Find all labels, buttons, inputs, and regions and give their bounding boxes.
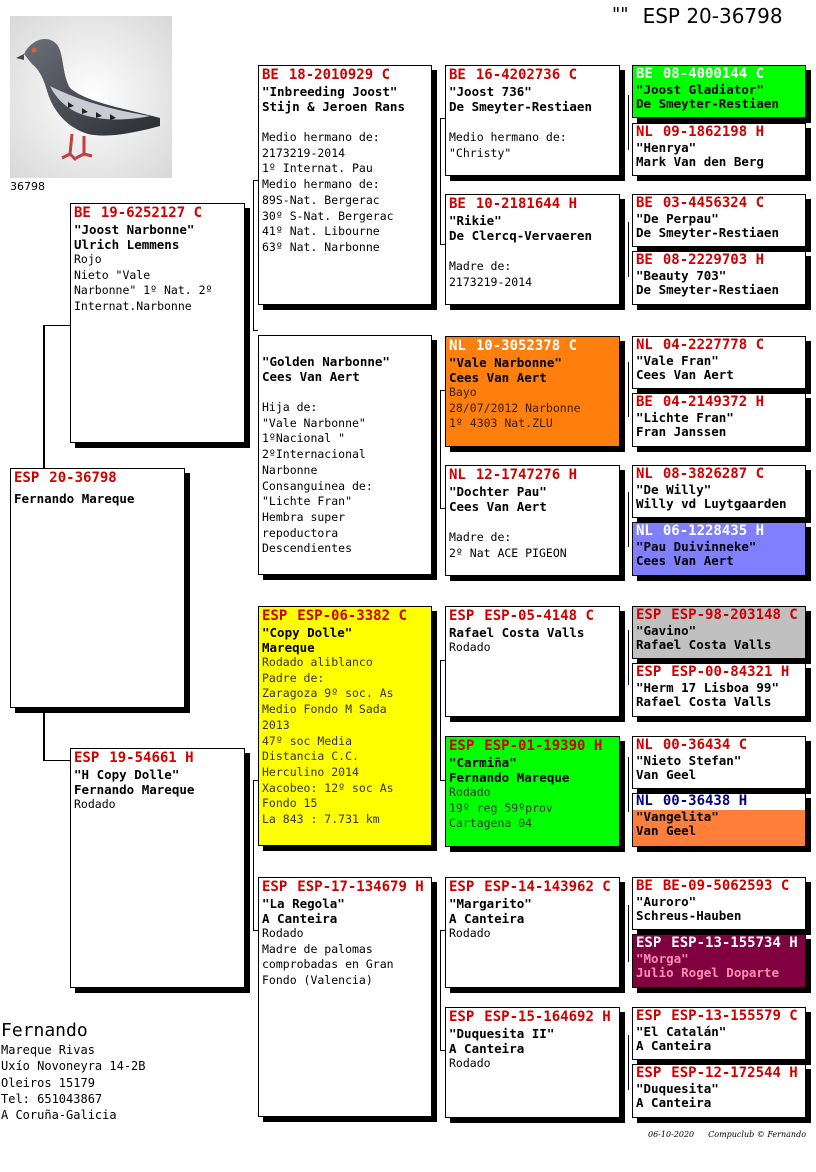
breeder-name: Mareque <box>262 640 315 655</box>
ring-number: BE-09-5062593 C <box>662 878 790 894</box>
breeder-name: De Smeyter-Restiaen <box>636 225 779 240</box>
breeder-name: A Canteira <box>449 911 525 926</box>
breeder-name: De Smeyter-Restiaen <box>636 282 779 297</box>
pigeon-name: "De Willy" <box>636 482 712 497</box>
ring-number: ESP-12-172544 H <box>671 1065 798 1081</box>
pigeon-name: "Duquesita II" <box>449 1026 555 1041</box>
pigeon-name: "Gavino" <box>636 623 697 638</box>
ring-number: ESP-98-203148 C <box>671 607 798 623</box>
country-code: NL <box>449 467 466 483</box>
ring-number: 09-1862198 H <box>662 124 765 140</box>
ring-number: 04-2149372 H <box>662 394 765 410</box>
owner-street: Uxío Novoneyra 14-2B <box>1 1059 146 1074</box>
breeder-name: Fernando Mareque <box>74 782 195 797</box>
country-code: BE <box>636 878 653 894</box>
pigeon-name: "Joost Narbonne" <box>74 222 195 237</box>
ring-number: 18-2010929 C <box>288 67 391 83</box>
pigeon-name: "Pau Duivinneke" <box>636 539 757 554</box>
pigeon-notes: Rodado <box>74 797 116 811</box>
pigeon-name: "Copy Dolle" <box>262 625 353 640</box>
grandparent-card-4[interactable] <box>258 877 432 1117</box>
breeder-name: Schreus-Hauben <box>636 908 742 923</box>
ancestor-card-11[interactable] <box>632 736 806 789</box>
great-grandparent-card-1[interactable] <box>445 65 620 176</box>
ring-number: ESP-13-155734 H <box>671 935 798 951</box>
ancestor-card-4[interactable] <box>632 251 806 305</box>
great-grandparent-card-2[interactable] <box>445 194 620 305</box>
pigeon-name: "Vale Fran" <box>636 353 719 368</box>
breeder-name: De Smeyter-Restiaen <box>636 96 779 111</box>
country-code: BE <box>636 195 653 211</box>
pigeon-name: "Nieto Stefan" <box>636 753 742 768</box>
ring-number: 19-54661 H <box>109 750 194 766</box>
breeder-name: Rafael Costa Valls <box>636 694 772 709</box>
ring-number: 06-1228435 H <box>662 523 765 539</box>
ring-number: 19-6252127 C <box>100 205 203 221</box>
country-code: ESP <box>262 879 288 895</box>
pigeon-notes: Medio hermano de: "Christy" <box>449 130 567 160</box>
pigeon-photo-image <box>10 16 172 178</box>
pigeon-name: "Henrya" <box>636 140 697 155</box>
ring-number: ESP-06-3382 C <box>297 608 407 624</box>
owner-phone: Tel: 651043867 <box>1 1091 103 1106</box>
breeder-name: Mark Van den Berg <box>636 154 764 169</box>
pigeon-notes: Rodado aliblanco Padre de: Zaragoza 9º soc. As Medio Fondo M Sada 2013 47º soc Media Distancia C.C. Herculino 2014 Xacobeo: 12º soc As Fondo 15 La 843 : 7.731 km <box>262 655 394 827</box>
country-code: ESP <box>636 664 662 680</box>
ring-number: 03-4456324 C <box>662 195 765 211</box>
ancestor-card-8[interactable] <box>632 522 806 576</box>
pigeon-name: "Margarito" <box>449 896 532 911</box>
ring-number: ESP-13-155579 C <box>671 1008 798 1024</box>
pigeon-name: "Lichte Fran" <box>636 410 734 425</box>
country-code: ESP <box>636 607 662 623</box>
great-grandparent-card-5[interactable] <box>445 606 620 717</box>
pigeon-notes: Medio hermano de: 2173219-2014 1º Internat. Pau Medio hermano de: 89S-Nat. Bergerac 30º S-Nat. Bergerac 41º Nat. Libourne 63º Nat. Narbonne <box>262 130 394 254</box>
pigeon-name: "Carmiña" <box>449 755 517 770</box>
ancestor-card-2[interactable] <box>632 123 806 176</box>
great-grandparent-card-8[interactable] <box>445 1007 620 1118</box>
breeder-name: Cees Van Aert <box>636 553 734 568</box>
pigeon-name: "Auroro" <box>636 894 697 909</box>
pigeon-name: "Morga" <box>636 951 689 966</box>
ancestor-card-10[interactable] <box>632 663 806 717</box>
country-code: ESP <box>636 935 662 951</box>
grandparent-card-2[interactable] <box>258 335 432 575</box>
ring-number: 12-1747276 H <box>475 467 578 483</box>
country-code: ESP <box>449 738 475 754</box>
ancestor-card-13[interactable] <box>632 877 806 930</box>
pigeon-name: "De Perpau" <box>636 211 719 226</box>
pigeon-notes: Rodado Madre de palomas comprobadas en Gran Fondo (Valencia) <box>262 926 394 988</box>
pigeon-name: "Dochter Pau" <box>449 484 547 499</box>
pigeon-name: "Rikie" <box>449 213 502 228</box>
breeder-name: A Canteira <box>449 1041 525 1056</box>
print-date: 06-10-2020 <box>648 1130 695 1139</box>
pigeon-notes: Rodado <box>449 926 491 940</box>
breeder-name: De Clercq-Vervaeren <box>449 228 592 243</box>
ancestor-card-14[interactable] <box>632 934 806 988</box>
ring-number: ESP-15-164692 H <box>484 1009 611 1025</box>
pigeon-name: "El Catalán" <box>636 1024 727 1039</box>
country-code: BE <box>262 67 279 83</box>
breeder-name: Van Geel <box>636 823 697 838</box>
pigeon-name: "La Regola" <box>262 896 345 911</box>
country-code: BE <box>636 66 653 82</box>
country-code: BE <box>449 67 466 83</box>
ring-number: 00-36434 C <box>662 737 748 753</box>
pigeon-name: "Vangelita" <box>636 809 719 824</box>
breeder-name: Stijn & Jeroen Rans <box>262 99 405 114</box>
breeder-name: A Canteira <box>636 1095 712 1110</box>
ancestor-card-12[interactable] <box>632 793 806 847</box>
country-code: BE <box>74 205 91 221</box>
photo-ring-label: 36798 <box>10 180 45 193</box>
country-code: NL <box>636 793 653 809</box>
breeder-name: Rafael Costa Valls <box>449 625 585 640</box>
country-code: ESP <box>636 1008 662 1024</box>
breeder-name: Rafael Costa Valls <box>636 637 772 652</box>
pigeon-name: "Inbreeding Joost" <box>262 84 398 99</box>
owner-surname: Mareque Rivas <box>1 1043 95 1057</box>
country-code: BE <box>636 252 653 268</box>
ancestor-card-9[interactable] <box>632 606 806 659</box>
ring-number: 00-36438 H <box>662 793 748 809</box>
breeder-name: Julio Rogel Doparte <box>636 965 779 980</box>
ring-number: 08-4000144 C <box>662 66 765 82</box>
ancestor-card-1[interactable] <box>632 65 806 118</box>
country-code: NL <box>636 337 653 353</box>
pedigree-header <box>612 4 783 28</box>
breeder-name: Cees Van Aert <box>449 370 547 385</box>
ring-number: ESP-14-143962 C <box>484 879 611 895</box>
ring-number: ESP-17-134679 H <box>297 879 424 895</box>
ring-number: 10-3052378 C <box>475 338 578 354</box>
country-code: BE <box>449 196 466 212</box>
country-code: NL <box>636 737 653 753</box>
great-grandparent-card-4[interactable] <box>445 465 620 576</box>
ring-number: 16-4202736 C <box>475 67 578 83</box>
country-code: ESP <box>74 750 100 766</box>
ring-number: 20-36798 <box>49 470 117 486</box>
breeder-name: A Canteira <box>262 911 338 926</box>
pigeon-notes: Hija de: "Vale Narbonne" 1ºNacional " 2ºInternacional Narbonne Consanguinea de: "Lichte Fran" Hembra super repoductora Descendientes <box>262 400 373 556</box>
dam-card[interactable] <box>70 748 245 988</box>
footer <box>648 1130 806 1139</box>
country-code: NL <box>636 124 653 140</box>
breeder-name: Cees Van Aert <box>636 367 734 382</box>
owner-contact-block <box>1 1020 146 1123</box>
great-grandparent-card-3[interactable] <box>445 336 620 447</box>
country-code: ESP <box>636 1065 662 1081</box>
ancestor-card-16[interactable] <box>632 1064 806 1118</box>
country-code: ESP <box>449 608 475 624</box>
owner-name: Fernando <box>1 1020 88 1041</box>
ring-number: 04-2227778 C <box>662 337 765 353</box>
country-code: NL <box>449 338 466 354</box>
grandparent-card-1[interactable] <box>258 65 432 305</box>
pigeon-name: "Herm 17 Lisboa 99" <box>636 680 779 695</box>
pigeon-notes: Rodado 19º reg 59ºprov Cartagena 04 <box>449 785 553 831</box>
country-code: NL <box>636 523 653 539</box>
pigeon-name-placeholder: "" <box>612 4 629 25</box>
ancestor-card-3[interactable] <box>632 194 806 247</box>
breeder-name: Fernando Mareque <box>14 491 135 506</box>
pigeon-name: "Vale Narbonne" <box>449 355 562 370</box>
country-code: ESP <box>14 470 40 486</box>
breeder-name: A Canteira <box>636 1038 712 1053</box>
pigeon-name: "H Copy Dolle" <box>74 767 180 782</box>
owner-region: A Coruña-Galicia <box>1 1108 117 1123</box>
breeder-name: Cees Van Aert <box>449 499 547 514</box>
breeder-name: De Smeyter-Restiaen <box>449 99 592 114</box>
pigeon-name: "Joost Gladiator" <box>636 82 764 97</box>
country-code: ESP <box>449 1009 475 1025</box>
owner-city: Oleiros 15179 <box>1 1075 95 1090</box>
ring-number: ESP-05-4148 C <box>484 608 594 624</box>
pigeon-name: "Golden Narbonne" <box>262 354 390 369</box>
breeder-name: Van Geel <box>636 767 697 782</box>
pigeon-notes: Rojo Nieto "Vale Narbonne" 1º Nat. 2º Internat.Narbonne <box>74 252 213 314</box>
ancestor-card-15[interactable] <box>632 1007 806 1060</box>
great-grandparent-card-6[interactable] <box>445 736 620 847</box>
pigeon-name: "Duquesita" <box>636 1081 719 1096</box>
country-code: ESP <box>449 879 475 895</box>
grandparent-card-3[interactable] <box>258 606 432 846</box>
breeder-name: Cees Van Aert <box>262 369 360 384</box>
ring-number: ESP-00-84321 H <box>671 664 790 680</box>
breeder-name: Fernando Mareque <box>449 770 570 785</box>
pigeon-photo <box>10 16 172 178</box>
pigeon-notes: Rodado <box>449 1056 491 1070</box>
breeder-name: Willy vd Luytgaarden <box>636 496 787 511</box>
country-code: BE <box>636 394 653 410</box>
subject-pigeon-card[interactable] <box>10 468 185 708</box>
ring-number: 08-3826287 C <box>662 466 765 482</box>
ancestor-card-5[interactable] <box>632 336 806 389</box>
ring-number: ESP-01-19390 H <box>484 738 603 754</box>
ancestor-card-7[interactable] <box>632 465 806 518</box>
country-code: NL <box>636 466 653 482</box>
pigeon-notes: Rodado <box>449 640 491 654</box>
breeder-name: Fran Janssen <box>636 424 727 439</box>
breeder-name: Ulrich Lemmens <box>74 237 180 252</box>
sire-card[interactable] <box>70 203 245 443</box>
pigeon-name: "Beauty 703" <box>636 268 727 283</box>
header-ring-number: ESP 20-36798 <box>642 4 783 28</box>
pigeon-notes: Bayo 28/07/2012 Narbonne 1º 4303 Nat.ZLU <box>449 385 581 431</box>
software-credit: Compuclub © Fernando <box>708 1130 807 1139</box>
country-code: ESP <box>262 608 288 624</box>
pigeon-name: "Joost 736" <box>449 84 532 99</box>
ancestor-card-6[interactable] <box>632 393 806 447</box>
ring-number: 10-2181644 H <box>475 196 578 212</box>
pigeon-notes: Madre de: 2º Nat ACE PIGEON <box>449 530 567 560</box>
pigeon-notes: Madre de: 2173219-2014 <box>449 259 533 289</box>
great-grandparent-card-7[interactable] <box>445 877 620 988</box>
ring-number: 08-2229703 H <box>662 252 765 268</box>
